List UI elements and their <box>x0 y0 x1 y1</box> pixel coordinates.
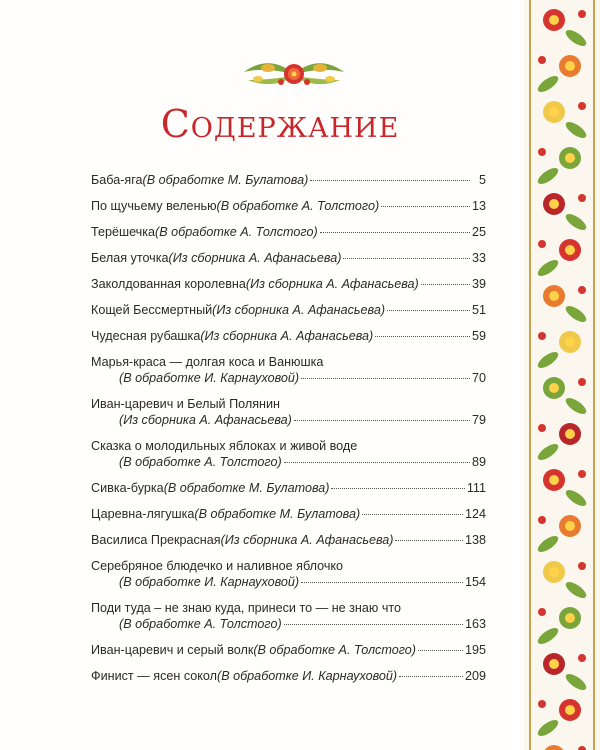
toc-entry-source: (Из сборника А. Афанасьева) <box>200 329 374 343</box>
toc-entry-subline <box>91 616 486 632</box>
toc-entry <box>91 506 486 522</box>
toc-entry-source: (Из сборника А. Афанасьева) <box>245 277 419 291</box>
toc-entry <box>91 250 486 266</box>
toc-entry-title: Чудесная рубашка <box>91 329 201 343</box>
dot-leader <box>421 284 470 285</box>
toc-entry-source: (В обработке М. Булатова) <box>194 507 361 521</box>
toc-entry-line <box>91 558 486 574</box>
dot-leader <box>331 488 464 489</box>
toc-entry <box>91 276 486 292</box>
toc-entry-title: Василиса Прекрасная <box>91 533 221 547</box>
toc-entry <box>91 328 486 344</box>
toc-entry-line <box>91 172 486 188</box>
toc-entry-title: Финист — ясен сокол <box>91 669 217 683</box>
toc-page-number: 51 <box>471 303 486 317</box>
toc-entry-line <box>91 438 486 454</box>
toc-entry-source: (Из сборника А. Афанасьева) <box>168 251 342 265</box>
toc-entry-subline <box>91 454 486 470</box>
dot-leader <box>294 420 470 421</box>
toc-entry-subline <box>91 412 486 428</box>
toc-entry-title: Баба-яга <box>91 173 143 187</box>
toc-page-number: 5 <box>478 173 486 187</box>
dot-leader <box>320 232 470 233</box>
toc-entry-source: (В обработке А. Толстого) <box>216 199 380 213</box>
toc-page-number: 163 <box>464 617 486 631</box>
dot-leader <box>399 676 463 677</box>
toc-page-number: 25 <box>471 225 486 239</box>
toc-entry <box>91 532 486 548</box>
dot-leader <box>284 624 463 625</box>
toc-entry-source: (Из сборника А. Афанасьева) <box>220 533 394 547</box>
toc-entry-line <box>91 224 486 240</box>
toc-entry-title: Иван-царевич и Белый Полянин <box>91 397 280 411</box>
dot-leader <box>375 336 470 337</box>
toc-entry-source: (В обработке М. Булатова) <box>142 173 309 187</box>
dot-leader <box>418 650 463 651</box>
toc-entry-title: Терёшечка <box>91 225 156 239</box>
toc-entry-source: (В обработке И. Карнауховой) <box>119 575 300 589</box>
toc-entry-source: (Из сборника А. Афанасьева) <box>119 413 292 427</box>
toc-page-number: 13 <box>471 199 486 213</box>
toc-page-number: 89 <box>471 455 486 469</box>
toc-entry-subline <box>91 370 486 386</box>
toc-entry-line <box>91 600 486 616</box>
toc-entry-title: Белая уточка <box>91 251 169 265</box>
toc-entry <box>91 396 486 428</box>
toc-entry-subline <box>91 574 486 590</box>
toc-entry-line <box>91 328 486 344</box>
toc-page-number: 39 <box>471 277 486 291</box>
toc-entry-title: Марья-краса — долгая коса и Ванюшка <box>91 355 324 369</box>
toc-entry-source: (В обработке А. Толстого) <box>119 455 282 469</box>
toc-entry <box>91 302 486 318</box>
toc-entry <box>91 642 486 658</box>
toc-entry-title: Царевна-лягушка <box>91 507 195 521</box>
toc-entry-title: По щучьему веленью <box>91 199 217 213</box>
toc-entry-line <box>91 354 486 370</box>
toc-entry-line <box>91 250 486 266</box>
toc-page-number: 59 <box>471 329 486 343</box>
toc-entry-source: (В обработке А. Толстого) <box>119 617 282 631</box>
toc-entry <box>91 224 486 240</box>
toc-entry-source: (В обработке И. Карнауховой) <box>119 371 300 385</box>
toc-entry-line <box>91 198 486 214</box>
toc-entry-title: Кощей Бессмертный <box>91 303 213 317</box>
toc-entry-line <box>91 302 486 318</box>
folk-ornament-border <box>524 0 600 750</box>
toc-entry <box>91 172 486 188</box>
toc-page-number: 70 <box>471 371 486 385</box>
toc-entry <box>91 480 486 496</box>
toc-entry-source: (В обработке М. Булатова) <box>163 481 330 495</box>
toc-entry-line <box>91 506 486 522</box>
dot-leader <box>284 462 470 463</box>
table-of-contents <box>91 172 486 694</box>
toc-entry-line <box>91 532 486 548</box>
toc-entry <box>91 558 486 590</box>
toc-page-number: 154 <box>464 575 486 589</box>
toc-entry-line <box>91 668 486 684</box>
dot-leader <box>301 378 470 379</box>
toc-entry-line <box>91 480 486 496</box>
toc-entry-source: (Из сборника А. Афанасьева) <box>212 303 386 317</box>
page-title: Содержание <box>160 102 400 146</box>
toc-page-number: 195 <box>464 643 486 657</box>
dot-leader <box>381 206 470 207</box>
toc-page-number: 209 <box>464 669 486 683</box>
dot-leader <box>301 582 463 583</box>
toc-entry <box>91 198 486 214</box>
dot-leader <box>343 258 470 259</box>
toc-page-number: 33 <box>471 251 486 265</box>
toc-page-number: 124 <box>464 507 486 521</box>
toc-entry-title: Серебряное блюдечко и наливное яблочко <box>91 559 344 573</box>
toc-entry-title: Заколдованная королевна <box>91 277 246 291</box>
dot-leader <box>362 514 463 515</box>
toc-entry-source: (В обработке А. Толстого) <box>155 225 318 239</box>
dot-leader <box>387 310 470 311</box>
floral-ornament-icon <box>238 52 350 96</box>
toc-entry-line <box>91 642 486 658</box>
toc-page-number: 138 <box>464 533 486 547</box>
dot-leader <box>310 180 470 181</box>
toc-entry <box>91 438 486 470</box>
toc-entry <box>91 354 486 386</box>
toc-page-number: 111 <box>466 481 486 495</box>
toc-entry-source: (В обработке И. Карнауховой) <box>217 669 398 683</box>
toc-entry-title: Сивка-бурка <box>91 481 164 495</box>
toc-entry-title: Поди туда – не знаю куда, принеси то — не знаю что <box>91 601 402 615</box>
toc-entry-title: Иван-царевич и серый волк <box>91 643 254 657</box>
toc-entry-source: (В обработке А. Толстого) <box>253 643 416 657</box>
toc-page-number: 79 <box>471 413 486 427</box>
toc-entry-line <box>91 276 486 292</box>
toc-entry-title: Сказка о молодильных яблоках и живой воде <box>91 439 358 453</box>
dot-leader <box>395 540 463 541</box>
toc-entry-line <box>91 396 486 412</box>
toc-entry <box>91 600 486 632</box>
toc-entry <box>91 668 486 684</box>
